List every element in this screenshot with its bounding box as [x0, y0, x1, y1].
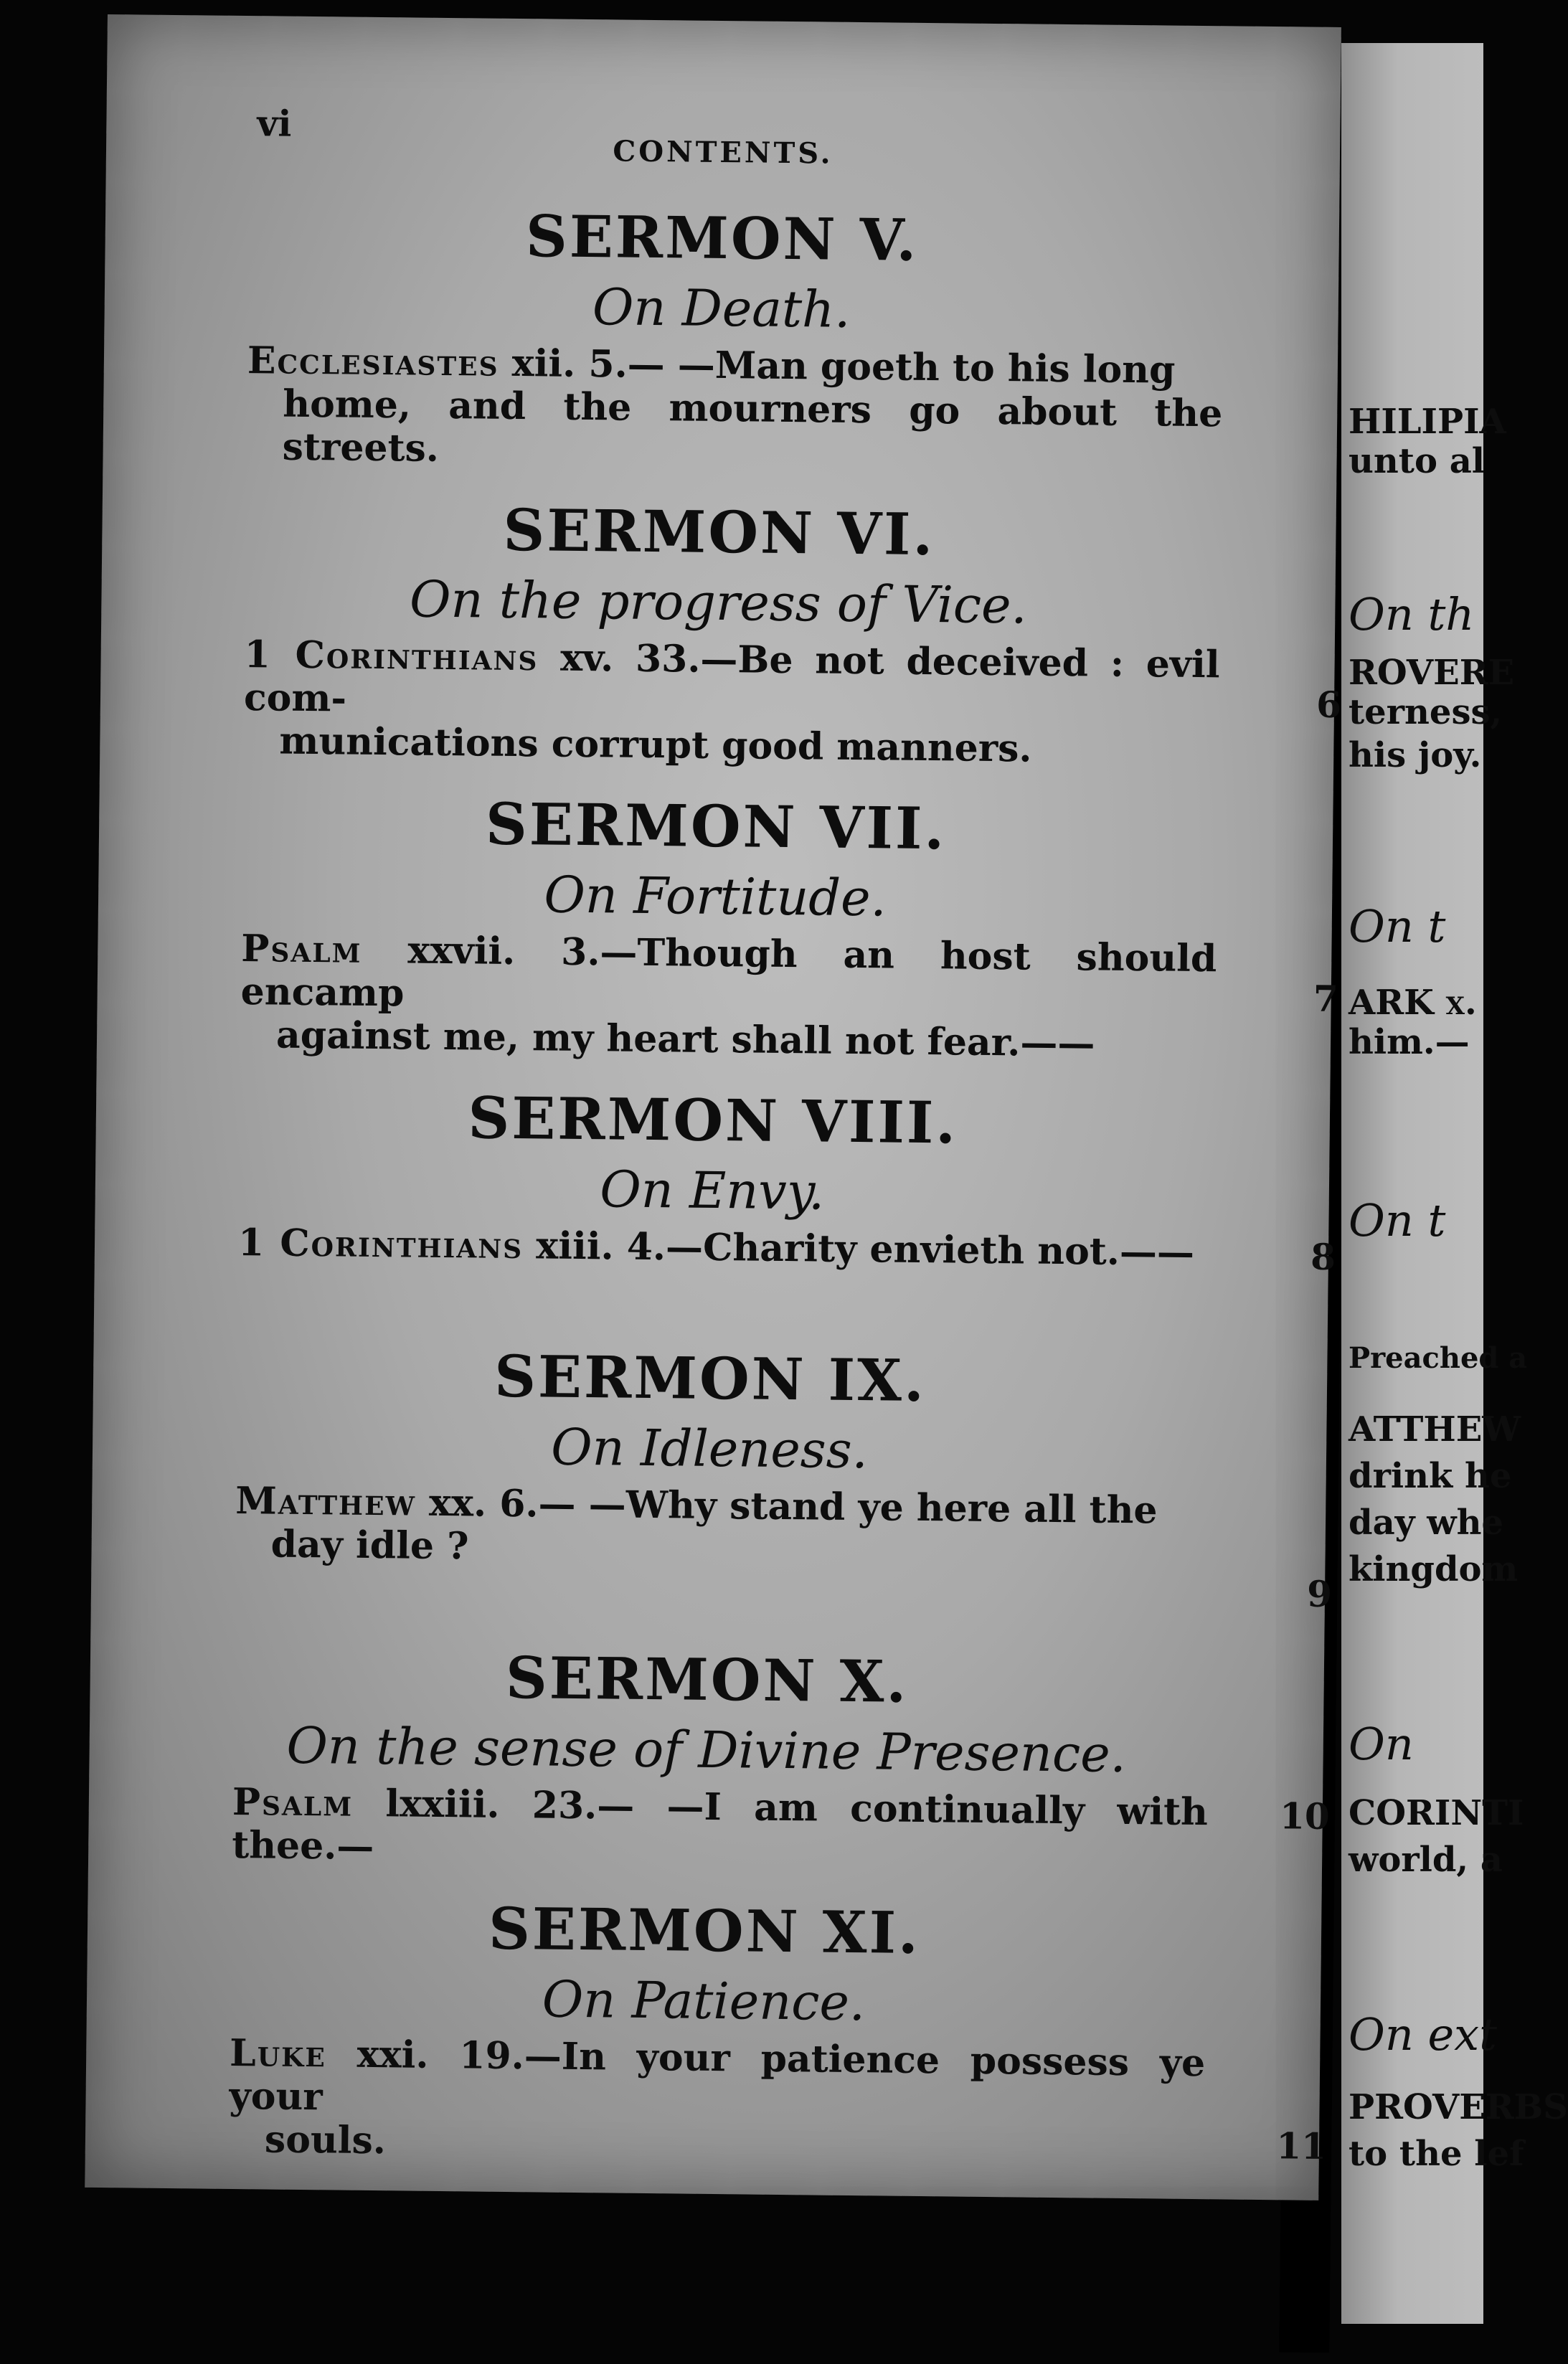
scripture-reference: Luke	[229, 2030, 327, 2076]
fragment-text: ARK x.	[1349, 983, 1477, 1023]
fragment-text: Preached a	[1349, 1341, 1528, 1375]
fragment-text: ATTHEW	[1349, 1409, 1521, 1450]
fragment-text: day whe	[1349, 1503, 1504, 1543]
scripture-line: xii. 5.— —Man goeth to his long	[511, 341, 1176, 392]
page-number: vi	[257, 102, 292, 145]
sermon-entry	[103, 197, 1339, 480]
scripture-line: xx. 6.— —Why stand ye here all the	[428, 1480, 1158, 1533]
fragment-text: HILIPIA	[1349, 402, 1506, 442]
scripture-reference: Psalm	[232, 1779, 354, 1825]
scripture-line: against me, my heart shall not fear.——	[275, 1013, 1095, 1066]
fragment-text: On ext	[1349, 2008, 1498, 2061]
scripture-line: lxxiii. 23.— —I am continually with thee.—	[231, 1782, 1209, 1869]
scripture-line: xiii. 4.—Charity envieth not.——	[536, 1224, 1195, 1275]
scripture-text	[240, 927, 1217, 1067]
fragment-text: world, a	[1349, 1840, 1503, 1880]
fragment-text: On th	[1349, 588, 1475, 640]
sermon-entry	[100, 491, 1342, 774]
sermon-title: SERMON V.	[525, 202, 919, 274]
sermon-title: SERMON VI.	[503, 496, 935, 569]
sermon-title: SERMON VIII.	[468, 1084, 958, 1157]
scripture-line: day idle ?	[270, 1522, 469, 1569]
sermon-entry	[88, 1639, 1331, 1878]
page-reference: 10	[1279, 1795, 1331, 1838]
scripture-line: souls.	[264, 2117, 387, 2163]
scripture-line: xxi. 19.—In your patience possess ye your	[229, 2032, 1206, 2119]
adjacent-page-fragment	[1341, 43, 1568, 2324]
scripture-text	[238, 1221, 1214, 1275]
page-reference: 7	[1313, 977, 1339, 1021]
scripture-text	[229, 2032, 1206, 2171]
sermon-subject: On Envy.	[599, 1160, 825, 1221]
sermon-subject: On the progress of Vice.	[409, 569, 1028, 635]
fragment-text: to the lef	[1349, 2134, 1524, 2174]
running-head: CONTENTS.	[613, 134, 833, 171]
sermon-entry	[95, 1079, 1336, 1279]
scripture-line: munications corrupt good manners.	[279, 719, 1032, 771]
scripture-reference: Psalm	[241, 927, 362, 972]
sermon-subject: On Idleness.	[550, 1417, 869, 1480]
sermon-title: SERMON IX.	[493, 1342, 927, 1415]
fragment-text: PROVERBS	[1349, 2087, 1568, 2127]
fragment-text: ROVERE	[1349, 653, 1515, 693]
sermon-subject: On Patience.	[542, 1970, 866, 2033]
scripture-reference: 1 Corinthians	[244, 633, 539, 680]
fragment-text: On	[1349, 1718, 1414, 1770]
sermon-entry	[85, 1890, 1327, 2172]
fragment-text: On t	[1349, 900, 1446, 952]
scripture-reference: Ecclesiastes	[247, 339, 499, 385]
sermon-entry	[97, 785, 1339, 1068]
sermon-title: SERMON VII.	[485, 790, 947, 863]
scripture-text	[235, 1480, 1211, 1576]
fragment-text: On t	[1349, 1194, 1446, 1247]
fragment-text: CORINTI	[1349, 1793, 1524, 1833]
sermon-entry	[91, 1338, 1333, 1615]
scripture-line: home, and the mourners go about the streets.	[282, 382, 1223, 471]
page-reference: 9	[1306, 1572, 1333, 1615]
page-reference: 11	[1276, 2124, 1327, 2167]
scripture-line: xxvii. 3.—Though an host should encamp	[240, 928, 1217, 1016]
fragment-text: terness,	[1349, 692, 1503, 732]
sermon-subject: On the sense of Divine Presence.	[286, 1716, 1127, 1784]
scripture-text	[246, 339, 1223, 478]
scripture-text	[243, 633, 1220, 772]
fragment-text: drink he	[1349, 1456, 1512, 1496]
scripture-text	[232, 1781, 1208, 1877]
sermon-subject: On Death.	[592, 278, 851, 339]
scripture-line: xv. 33.—Be not deceived : evil com-	[243, 635, 1220, 721]
page-reference: 8	[1310, 1235, 1336, 1279]
fragment-text: kingdom	[1349, 1549, 1519, 1589]
fragment-text: his joy.	[1349, 735, 1482, 775]
sermon-title: SERMON XI.	[488, 1894, 921, 1967]
fragment-text: unto al	[1349, 441, 1486, 481]
scripture-reference: Matthew	[235, 1478, 417, 1525]
fragment-text: him.—	[1349, 1022, 1470, 1062]
sermon-title: SERMON X.	[505, 1643, 909, 1716]
scripture-reference: 1 Corinthians	[237, 1221, 524, 1268]
sermon-subject: On Fortitude.	[544, 865, 887, 928]
page-reference: 6	[1316, 683, 1342, 727]
contents-page	[85, 14, 1341, 2200]
